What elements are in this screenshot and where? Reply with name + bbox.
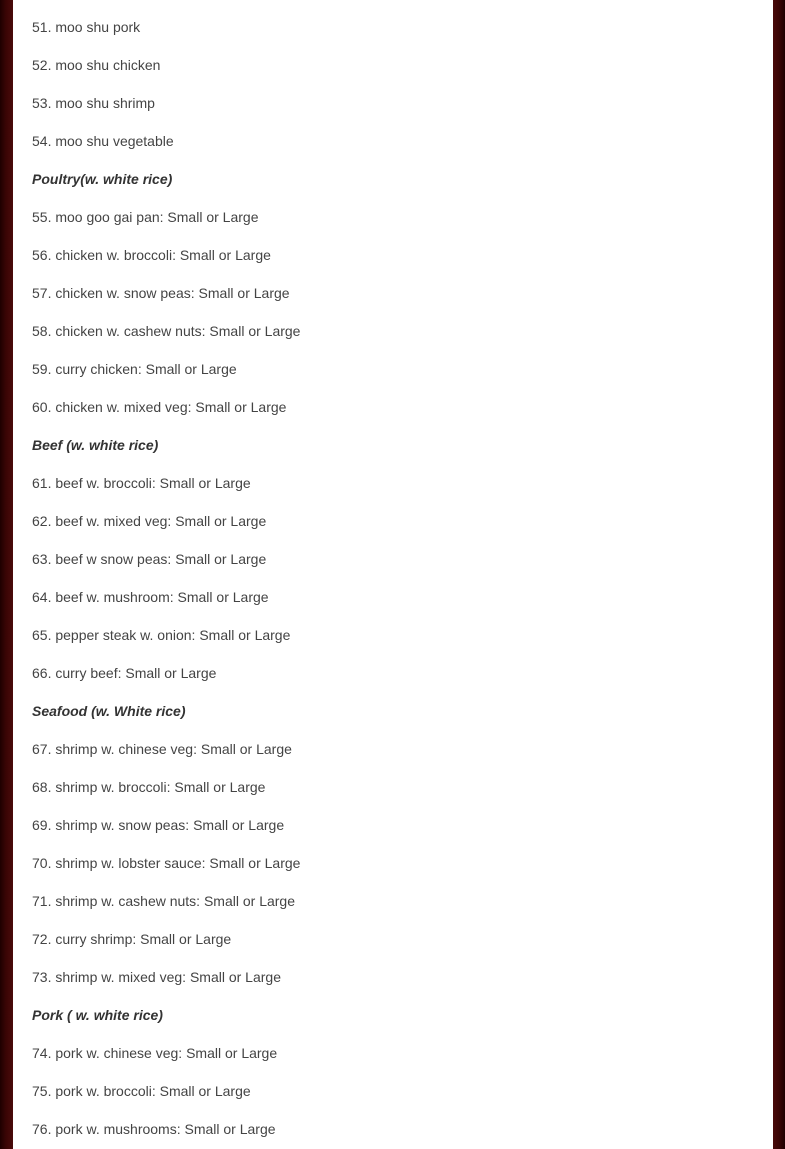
menu-section-heading: Pork ( w. white rice) — [32, 1007, 163, 1023]
menu-item: 68. shrimp w. broccoli: Small or Large — [32, 779, 266, 795]
menu-item: 61. beef w. broccoli: Small or Large — [32, 475, 251, 491]
menu-item: 62. beef w. mixed veg: Small or Large — [32, 513, 267, 529]
menu-item: 60. chicken w. mixed veg: Small or Large — [32, 399, 287, 415]
menu-section-heading: Beef (w. white rice) — [32, 437, 159, 453]
menu-item: 72. curry shrimp: Small or Large — [32, 931, 232, 947]
menu-item: 71. shrimp w. cashew nuts: Small or Large — [32, 893, 296, 909]
menu-item: 73. shrimp w. mixed veg: Small or Large — [32, 969, 281, 985]
menu-section-heading: Seafood (w. White rice) — [32, 703, 186, 719]
menu-item: 53. moo shu shrimp — [32, 95, 155, 111]
menu-item: 74. pork w. chinese veg: Small or Large — [32, 1045, 278, 1061]
menu-item: 51. moo shu pork — [32, 19, 141, 35]
menu-item: 63. beef w snow peas: Small or Large — [32, 551, 267, 567]
menu-list — [32, 18, 300, 1149]
menu-item: 55. moo goo gai pan: Small or Large — [32, 209, 259, 225]
menu-item: 76. pork w. mushrooms: Small or Large — [32, 1121, 276, 1137]
menu-item: 66. curry beef: Small or Large — [32, 665, 217, 681]
menu-item: 57. chicken w. snow peas: Small or Large — [32, 285, 290, 301]
menu-item: 54. moo shu vegetable — [32, 133, 174, 149]
menu-item: 56. chicken w. broccoli: Small or Large — [32, 247, 271, 263]
menu-item: 64. beef w. mushroom: Small or Large — [32, 589, 269, 605]
menu-section-heading: Poultry(w. white rice) — [32, 171, 173, 187]
menu-item: 52. moo shu chicken — [32, 57, 161, 73]
menu-item: 65. pepper steak w. onion: Small or Large — [32, 627, 291, 643]
menu-item: 59. curry chicken: Small or Large — [32, 361, 237, 377]
menu-item: 70. shrimp w. lobster sauce: Small or Large — [32, 855, 301, 871]
menu-page — [13, 0, 773, 1149]
menu-item: 67. shrimp w. chinese veg: Small or Large — [32, 741, 292, 757]
menu-item: 75. pork w. broccoli: Small or Large — [32, 1083, 251, 1099]
menu-item: 69. shrimp w. snow peas: Small or Large — [32, 817, 285, 833]
menu-item: 58. chicken w. cashew nuts: Small or Large — [32, 323, 301, 339]
